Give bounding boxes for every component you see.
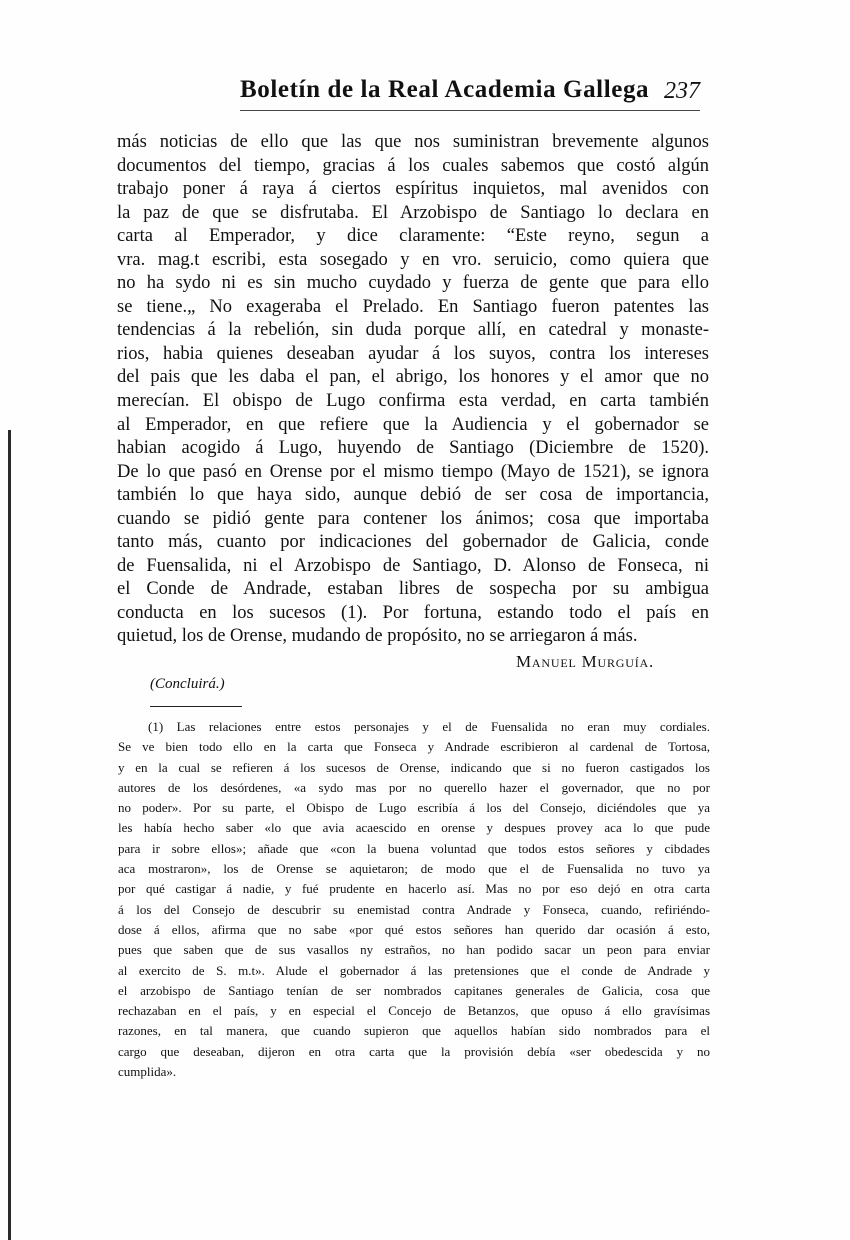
footnote-line: les había hecho saber «lo que avia acaescido en orense y despues provey aca lo que pude: [118, 820, 710, 836]
text-line: quietud, los de Orense, mudando de propósito, no se arriegaron á más.: [117, 626, 638, 647]
text-line: el Conde de Andrade, estaban libres de sospecha por su ambigua: [117, 579, 709, 600]
footnote-line: cargo que deseaban, dijeron en otra carta que la provisión debía «ser obedescida y no: [118, 1043, 710, 1059]
text-line: tendencias á la rebelión, sin duda porque allí, en catedral y monaste-: [117, 320, 709, 341]
text-line: de Fuensalida, ni el Arzobispo de Santiago, D. Alonso de Fonseca, ni: [117, 555, 709, 576]
footnote: [118, 717, 710, 1082]
text-line: no ha sydo ni es sin mucho cuydado y fuerza de gente que para ello: [117, 273, 709, 294]
footnote-line: y en la cual se refieren á los sucesos de Orense, indicando que si no fueron castigados los: [118, 759, 710, 775]
footnote-line: por qué castigar á nadie, y fué prudente en hacerlo así. Mas no por eso dejó en otra carta: [118, 881, 710, 897]
footnote-line: para ir sobre ellos»; añade que «con la buena voluntad que todos estos señores y cibdades: [118, 840, 710, 856]
footnote-line: al exercito de S. m.t». Alude el gobernador á las pretensiones que el conde de Andrade y: [118, 962, 710, 978]
text-line: más noticias de ello que las que nos suministran brevemente algunos: [117, 132, 709, 152]
text-line: De lo que pasó en Orense por el mismo tiempo (Mayo de 1521), se ignora: [117, 461, 709, 482]
footnote-line: razones, en tal manera, que cuando supieron que aquellos habían sido nombrados para el: [118, 1023, 710, 1039]
footnote-rule: [150, 706, 242, 707]
text-line: la paz de que se disfrutaba. El Arzobispo de Santiago lo declara en: [117, 202, 709, 223]
text-line: se tiene.„ No exageraba el Prelado. En Santiago fueron patentes las: [117, 296, 709, 317]
footnote-line: (1) Las relaciones entre estos personajes y el de Fuensalida no eran muy cordiales.: [148, 719, 710, 734]
text-line: trabajo poner á raya á ciertos espíritus inquietos, mal avenidos con: [117, 179, 709, 200]
footnote-line: el arzobispo de Santiago tenían de ser nombrados capitanes generales de Galicia, cosa que: [118, 982, 710, 998]
text-line: vra. mag.t escribi, esta sosegado y en vro. seruicio, como quiera que: [117, 249, 709, 270]
footnote-line: no poder». Por su parte, el Obispo de Lugo escribía á los del Consejo, diciéndoles que ya: [118, 800, 710, 816]
text-line: también lo que haya sido, aunque debió de ser cosa de importancia,: [117, 485, 709, 506]
continuation-note: (Concluirá.): [150, 676, 225, 692]
footnote-line: pues que saben que de sus vasallos ny estraños, no han podido sacar un peon para enviar: [118, 942, 710, 958]
footnote-line: autores de los desórdenes, «a sydo mas por no querello hazer el governador, que no por: [118, 779, 710, 795]
header-title: Boletín de la Real Academia Gallega: [240, 76, 650, 103]
author-signature: Manuel Murguía.: [516, 652, 655, 671]
text-line: merecían. El obispo de Lugo confirma esta verdad, en carta también: [117, 391, 709, 412]
page-binding-edge: [8, 430, 11, 1240]
page-number: 237: [664, 78, 700, 104]
text-line: habian acogido á Lugo, huyendo de Santiago (Diciembre de 1520).: [117, 438, 709, 459]
footnote-line: dose á ellos, afirma que no sabe «por qué estos señores han querido dar ocasión á esto,: [118, 921, 710, 937]
text-line: del pais que les daba el pan, el abrigo, los honores y el amor que no: [117, 367, 709, 388]
footnote-line: cumplida».: [118, 1064, 177, 1080]
footnote-line: rechazaban en el país, y en especial el Concejo de Betanzos, que opuso á ello gravísimas: [118, 1003, 710, 1019]
text-line: tanto más, cuanto por indicaciones del gobernador de Galicia, conde: [117, 532, 709, 553]
text-line: rios, habia quienes deseaban ayudar á los suyos, contra los intereses: [117, 343, 709, 364]
text-line: documentos del tiempo, gracias á los cuales sabemos que costó algún: [117, 155, 709, 176]
footnote-line: aca mostraron», los de Orense se aquietaron; de modo que el de Fuensalida no tuvo ya: [118, 861, 710, 877]
running-header: [240, 76, 700, 110]
text-line: conducta en los sucesos (1). Por fortuna, estando todo el país en: [117, 602, 709, 623]
text-line: al Emperador, en que refiere que la Audiencia y el gobernador se: [117, 414, 709, 435]
footnote-line: Se ve bien todo ello en la carta que Fonseca y Andrade escribieron al cardenal de Tortosa,: [118, 739, 710, 755]
header-rule: [240, 110, 700, 111]
main-text: [117, 131, 709, 649]
footnote-line: á los del Consejo de descubrir su enemistad contra Andrade y Fonseca, cuando, refiriéndo-: [118, 901, 710, 917]
text-line: cuando se pidió gente para contener los ánimos; cosa que importaba: [117, 508, 709, 529]
text-line: carta al Emperador, y dice claramente: “Este reyno, segun a: [117, 226, 709, 247]
